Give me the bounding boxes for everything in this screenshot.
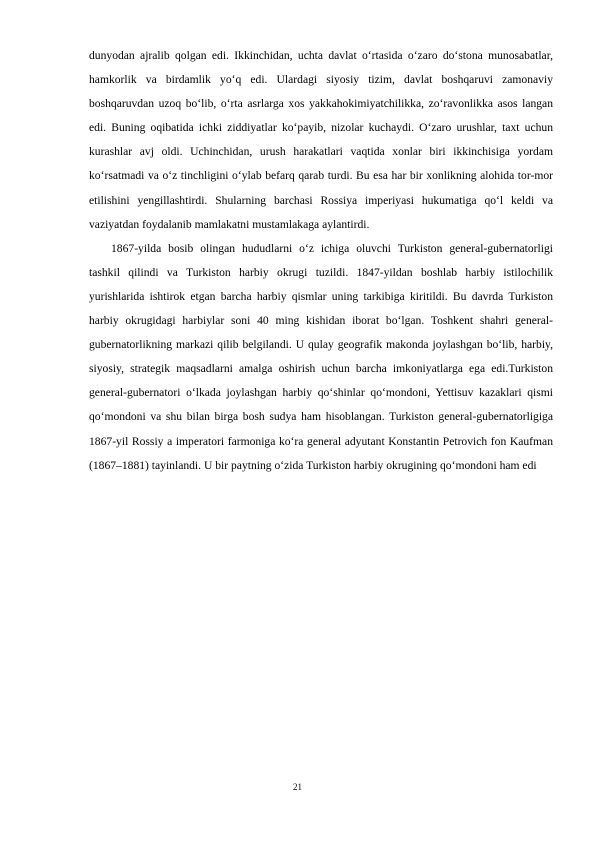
paragraph-1: dunyodan ajralib qolgan edi. Ikkinchidan, uchta davlat o‘rtasida o‘zaro do‘stona munosabatlar, hamkorlik va birdamlik yo‘q edi. Ulardagi siyosiy tizim, davlat boshqaruvi zamonaviy boshqaruvdan uzoq bo‘lib, o‘rta asrlarga xos yakkahokimiyatchilikka, zo‘ravonlikka asos langan edi. Buning oqibatida ichki ziddiyatlar ko‘payib, nizolar kuchaydi. O‘zaro urushlar, taxt uchun kurashlar avj oldi. Uchinchidan, urush harakatlari vaqtida xonlar biri ikkinchisiga yordam ko‘rsatmadi va o‘z tinchligini o‘ylab befarq qarab turdi. Bu esa har bir xonlikning alohida tor-mor etilishini yengillashtirdi. Shularning barchasi Rossiya imperiyasi hukumatiga qo‘l keldi va vaziyatdan foydalanib mamlakatni mustamlakaga aylantirdi. bbox=[89, 49, 553, 231]
body-text bbox=[89, 44, 553, 478]
paragraph-2: 1867-yilda bosib olingan hududlarni o‘z ichiga oluvchi Turkiston general-gubernatorligi tashkil qilindi va Turkiston harbiy okrugi tuzildi. 1847-yildan boshlab harbiy istilochilik yurishlarida ishtirok etgan barcha harbiy qismlar uning tarkibiga kiritildi. Bu davrda Turkiston harbiy okrugidagi harbiylar soni 40 ming kishidan iborat bo‘lgan. Toshkent shahri general-gubernatorlikning markazi qilib belgilandi. U qulay geografik makonda joylashgan bo‘lib, harbiy, siyosiy, strategik maqsadlarni amalga oshirish uchun barcha imkoniyatlarga ega edi.Turkiston general-gubernatori o‘lkada joylashgan harbiy qo‘shinlar qo‘mondoni, Yettisuv kazaklari qismi qo‘mondoni va shu bilan birga bosh sudya ham hisoblangan. Turkiston general-gubernatorligiga 1867-yil Rossiy a imperatori farmoniga ko‘ra general adyutant Konstantin Petrovich fon Kaufman (1867–1881) tayinlandi. U bir paytning o‘zida Turkiston harbiy okrugining qo‘mondoni ham edi bbox=[89, 241, 553, 472]
page-number: 21 bbox=[293, 782, 302, 792]
